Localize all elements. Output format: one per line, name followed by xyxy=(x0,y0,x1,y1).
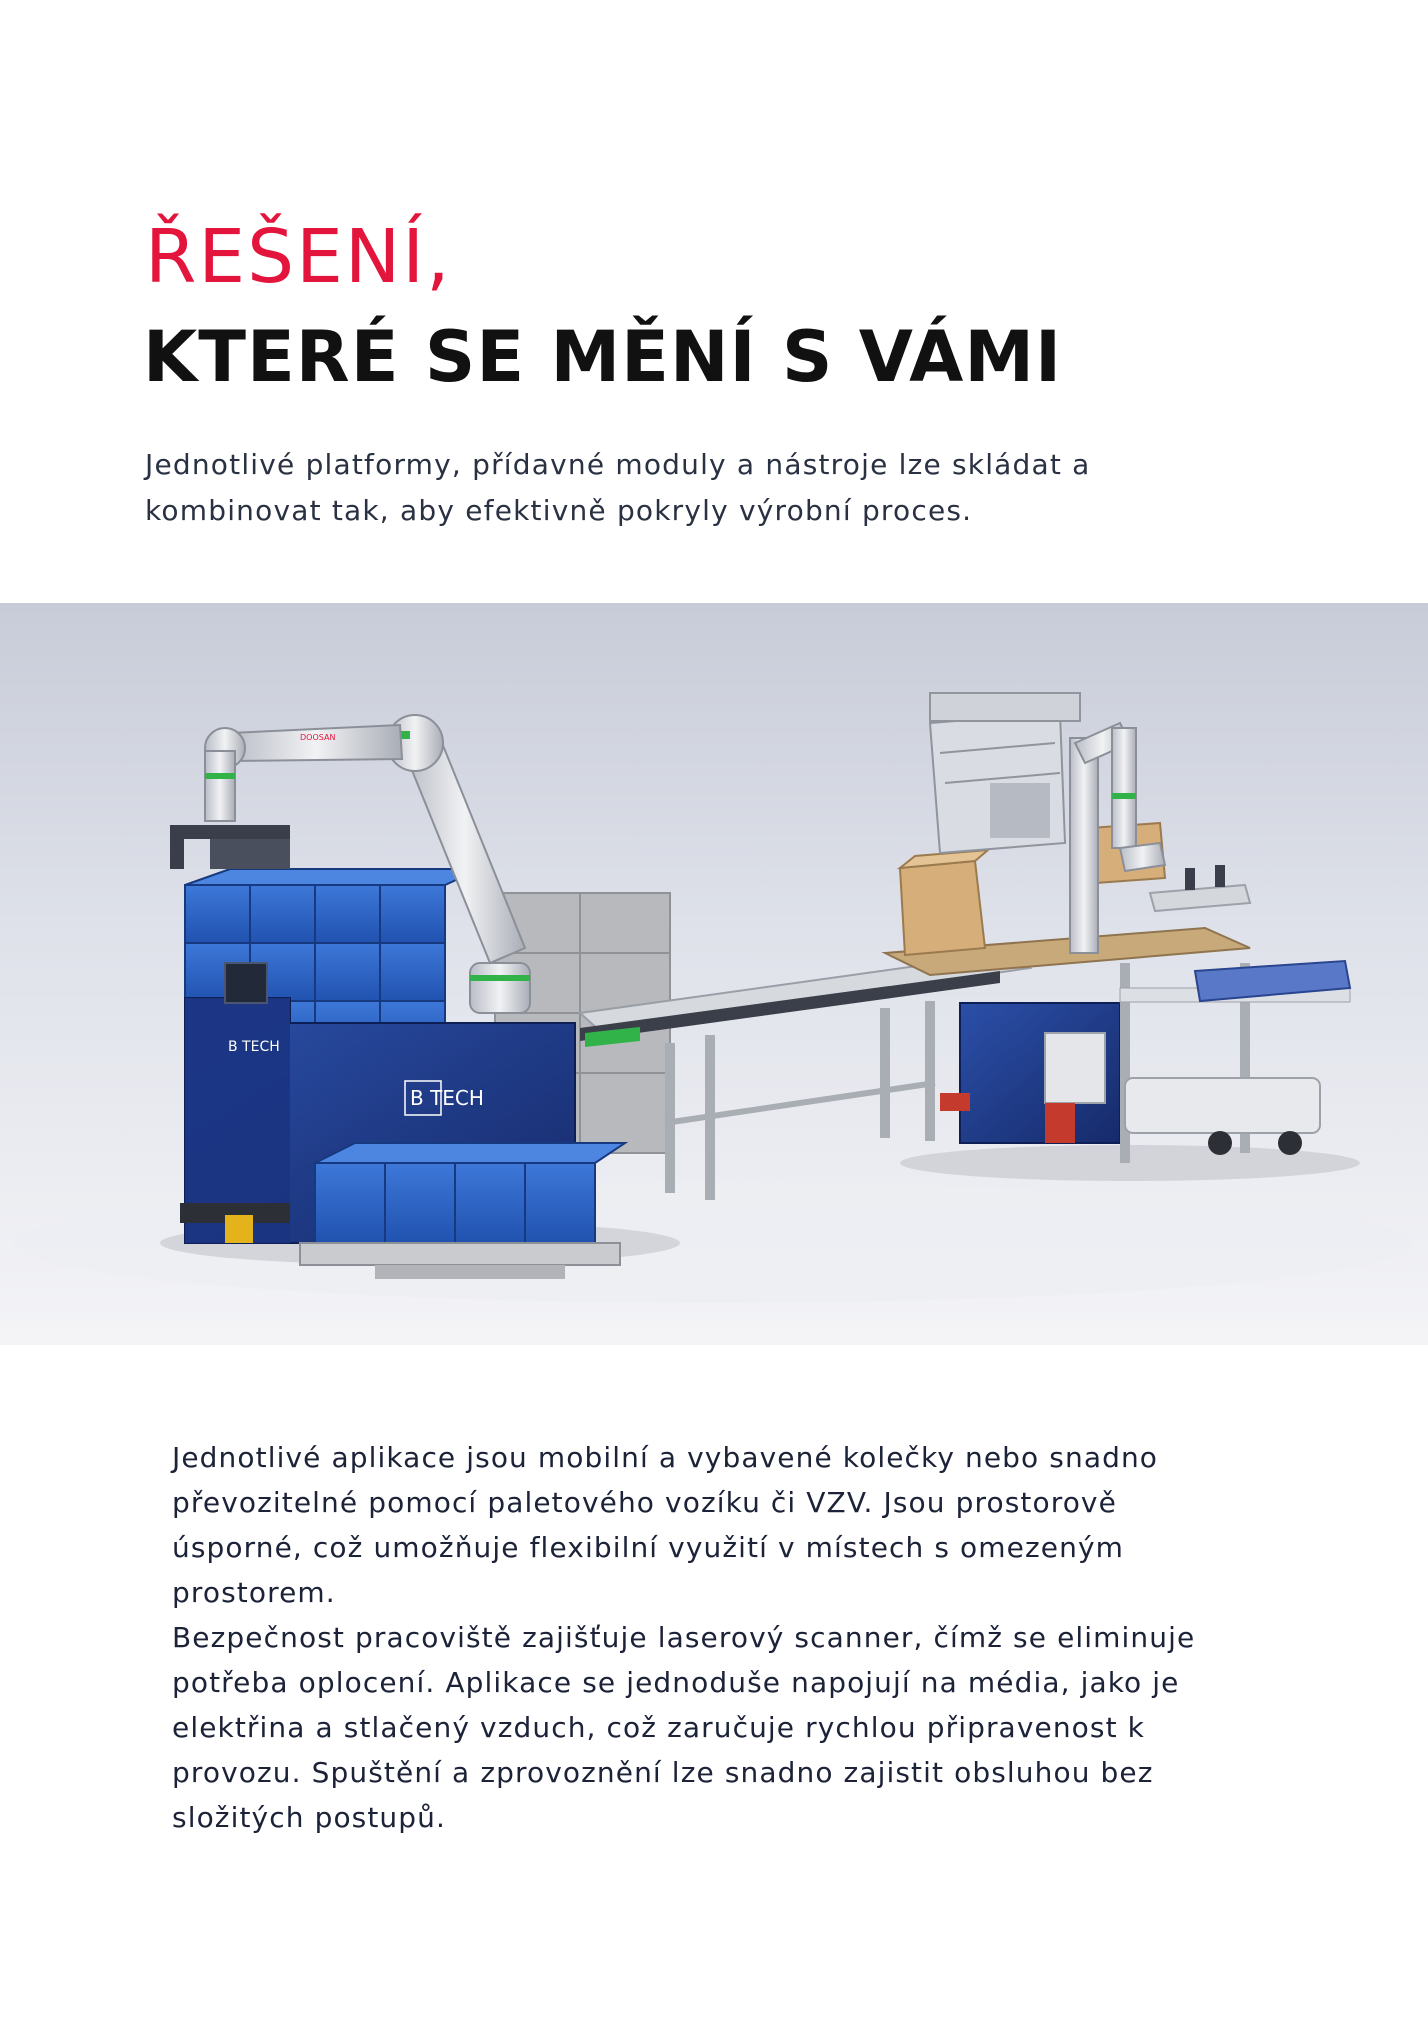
intro-line: kombinovat tak, aby efektivně pokryly výrobní proces. xyxy=(145,494,973,527)
body-line: složitých postupů. xyxy=(172,1801,447,1834)
robot-logo: DOOSAN xyxy=(300,733,336,742)
body-line: převozitelné pomocí paletového vozíku či VZV. Jsou prostorově xyxy=(172,1486,1117,1519)
brand-label-side: B TECH xyxy=(228,1039,280,1055)
body-line: elektřina a stlačený vzduch, což zaručuje rychlou připravenost k xyxy=(172,1711,1145,1744)
body-line: Bezpečnost pracoviště zajišťuje laserový scanner, čímž se eliminuje xyxy=(172,1621,1196,1654)
brand-label-front: B TECH xyxy=(410,1086,484,1110)
heading-line-2: KTERÉ SE MĚNÍ S VÁMI xyxy=(143,316,1063,398)
body-line: prostorem. xyxy=(172,1576,336,1609)
robotic-cell-illustration xyxy=(0,603,1428,1345)
robotic-cell-render xyxy=(0,603,1428,1345)
body-line: potřeba oplocení. Aplikace se jednoduše napojují na média, jako je xyxy=(172,1666,1180,1699)
heading-line-1: ŘEŠENÍ, xyxy=(145,214,452,300)
body-paragraph xyxy=(172,1435,1352,1840)
intro-paragraph xyxy=(145,442,1145,534)
intro-line: Jednotlivé platformy, přídavné moduly a nástroje lze skládat a xyxy=(145,448,1091,481)
body-line: Jednotlivé aplikace jsou mobilní a vybavené kolečky nebo snadno xyxy=(172,1441,1159,1474)
body-line: provozu. Spuštění a zprovoznění lze snadno zajistit obsluhou bez xyxy=(172,1756,1154,1789)
body-line: úsporné, což umožňuje flexibilní využití v místech s omezeným xyxy=(172,1531,1124,1564)
